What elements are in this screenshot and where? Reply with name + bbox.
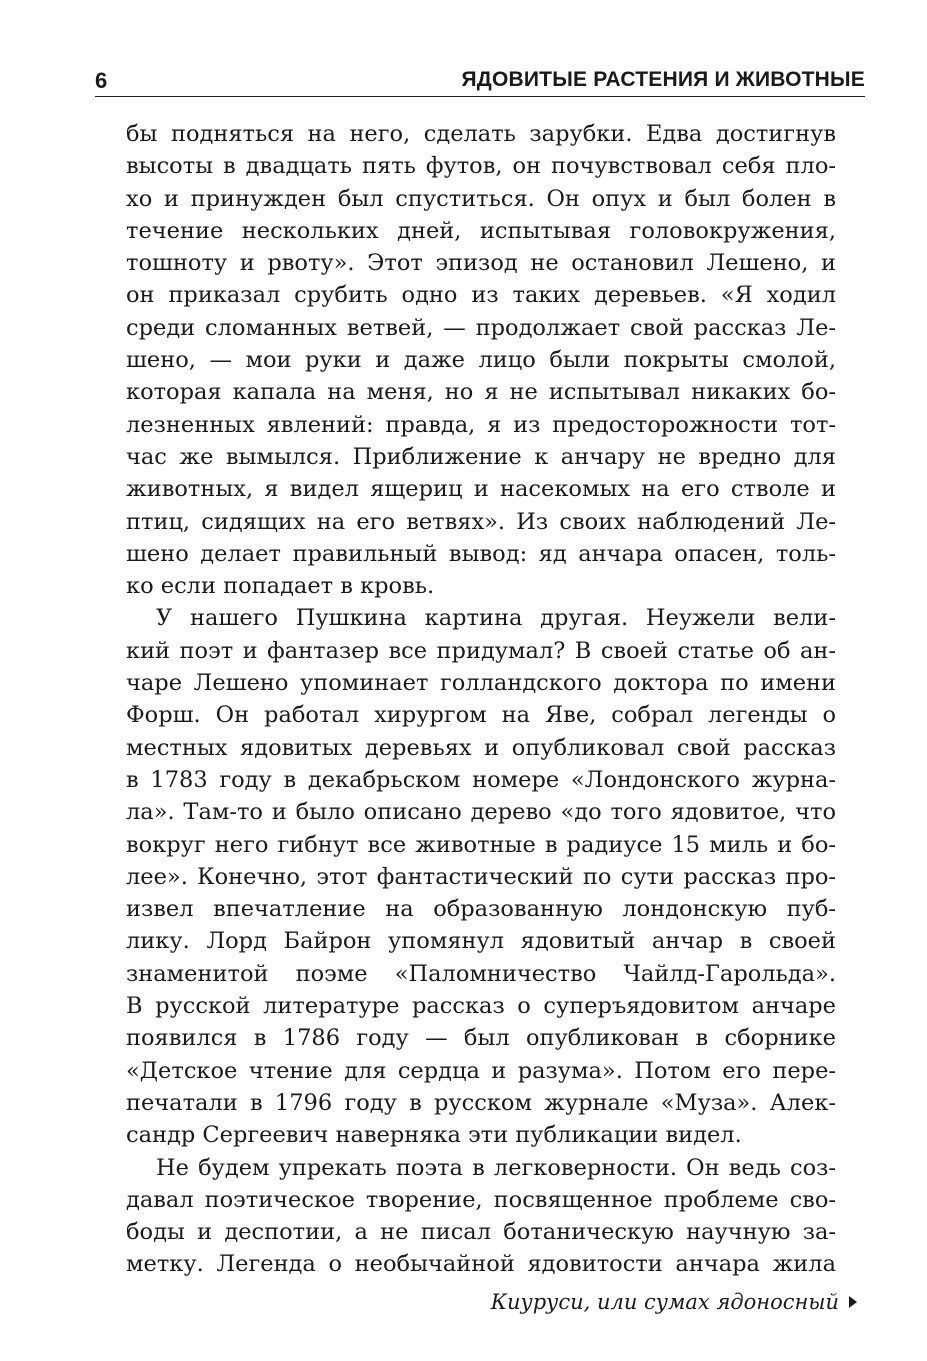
text-line: сандр Сергеевич наверняка эти публикации видел.: [126, 1122, 742, 1149]
next-section-title: Киуруси, или сумах ядоносный: [490, 1290, 839, 1314]
text-line: метку. Легенда о необычайной ядовитости анчара жила: [126, 1251, 836, 1278]
text-line: течение нескольких дней, испытывая головокружения,: [126, 217, 836, 244]
text-line: печатали в 1796 году в русском журнале «Муза». Алек-: [126, 1089, 836, 1116]
text-line: В русской литературе рассказ о суперъядовитом анчаре: [126, 993, 836, 1020]
text-line: шено, — мои руки и даже лицо были покрыты смолой,: [126, 347, 836, 374]
text-line: «Детское чтение для сердца и разума». Потом его пере-: [126, 1057, 836, 1084]
text-line: час же вымылся. Приближение к анчару не вредно для: [126, 443, 836, 470]
text-line: лее». Конечно, этот фантастический по сути рассказ про-: [126, 863, 836, 890]
text-line: которая капала на меня, но я не испытывал никаких бо-: [126, 379, 836, 406]
footer-next-section[interactable]: [491, 1290, 857, 1314]
text-line: У нашего Пушкина картина другая. Неужели вели-: [156, 605, 836, 632]
text-line: в 1783 году в декабрьском номере «Лондонского журна-: [126, 766, 836, 793]
text-line: птиц, сидящих на его ветвях». Из своих наблюдений Ле-: [126, 508, 836, 535]
text-line: животных, я видел ящериц и насекомых на его стволе и: [126, 476, 836, 503]
text-line: вокруг него гибнут все животные в радиусе 15 миль и бо-: [126, 831, 836, 858]
text-line: ко если попадает в кровь.: [126, 573, 435, 600]
page-header: [95, 62, 865, 97]
text-line: высоты в двадцать пять футов, он почувствовал себя пло-: [126, 153, 836, 180]
text-line: тошноту и рвоту». Этот эпизод не остановил Лешено, и: [126, 250, 836, 277]
text-line: бы подняться на него, сделать зарубки. Едва достигнув: [126, 121, 836, 147]
text-line: чаре Лешено упоминает голландского доктора по имени: [126, 670, 836, 697]
text-line: знаменитой поэме «Паломничество Чайлд-Гарольда».: [126, 960, 836, 987]
text-line: шено делает правильный вывод: яд анчара опасен, толь-: [126, 540, 836, 567]
running-title: ЯДОВИТЫЕ РАСТЕНИЯ И ЖИВОТНЫЕ: [461, 68, 865, 91]
text-line: хо и принужден был спуститься. Он опух и был болен в: [126, 185, 836, 212]
text-line: он приказал срубить одно из таких деревьев. «Я ходил: [126, 282, 836, 309]
text-line: лику. Лорд Байрон упомянул ядовитый анчар в своей: [126, 928, 836, 955]
text-line: Форш. Он работал хирургом на Яве, собрал легенды о: [126, 702, 836, 729]
triangle-right-icon: [849, 1296, 857, 1308]
text-line: появился в 1786 году — был опубликован в сборнике: [126, 1025, 836, 1052]
text-line: извел впечатление на образованную лондонскую пуб-: [126, 896, 836, 923]
text-line: местных ядовитых деревьях и опубликовал свой рассказ: [126, 734, 836, 761]
body-text: [126, 118, 836, 1281]
text-line: боды и деспотии, а не писал ботаническую научную за-: [126, 1219, 836, 1246]
text-line: кий поэт и фантазер все придумал? В своей статье об ан-: [126, 637, 836, 664]
text-line: ла». Там-то и было описано дерево «до того ядовитое, что: [126, 799, 836, 826]
text-line: среди сломанных ветвей, — продолжает свой рассказ Ле-: [126, 314, 836, 341]
page-number: 6: [95, 68, 108, 93]
text-line: давал поэтическое творение, посвященное проблеме сво-: [126, 1186, 836, 1213]
text-line: Не будем упрекать поэта в легковерности. Он ведь соз-: [156, 1154, 836, 1181]
text-line: лезненных явлений: правда, я из предосторожности тот-: [126, 411, 836, 438]
